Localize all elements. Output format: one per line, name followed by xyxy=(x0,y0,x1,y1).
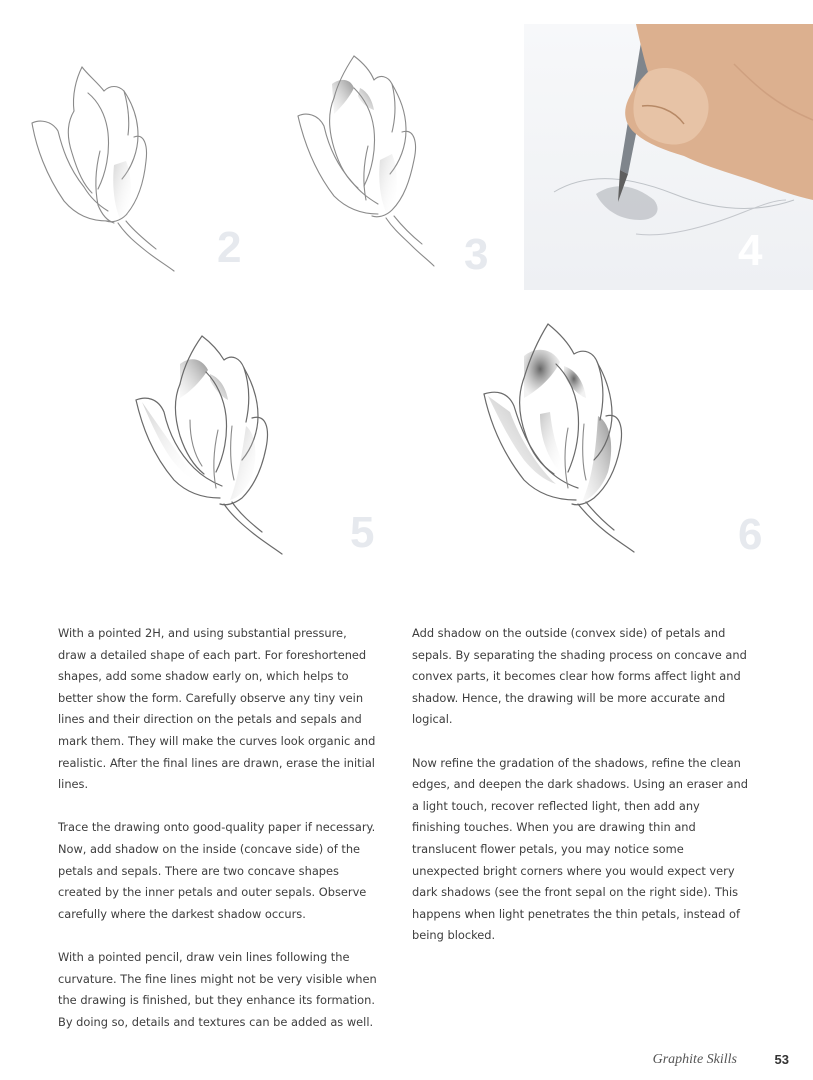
paragraph-step-4: With a pointed pencil, draw vein lines following the curvature. The fine lines might not be very visible when the drawing is finished, but they enhance its formation. By doing so, details and textures can be added as well. xyxy=(58,949,377,1029)
running-footer-title: Graphite Skills xyxy=(652,1052,737,1067)
tulip-vein-lines-drawing xyxy=(128,330,388,560)
step-number: 3 xyxy=(464,230,488,279)
step-number: 5 xyxy=(350,508,374,557)
tulip-sketch-step-5 xyxy=(128,330,388,560)
paragraph-step-5: Add shadow on the outside (convex side) of petals and sepals. By separating the shading process on concave and convex parts, it becomes clear how forms affect light and shadow. Hence, the drawing will be more accurate and logical. xyxy=(412,626,747,727)
instructions-right-column xyxy=(412,623,748,969)
tulip-sketch-step-2 xyxy=(28,55,258,285)
step-number: 2 xyxy=(217,223,241,272)
photo-hand-drawing-step-4 xyxy=(524,24,813,290)
tulip-sketch-step-3 xyxy=(292,48,522,283)
instructions-left-column xyxy=(58,623,378,1055)
paragraph-step-2: With a pointed 2H, and using substantial pressure, draw a detailed shape of each part. For foreshortened shapes, add some shadow early on, which helps to better show the form. Carefully observe any tiny vein lines and their direction on the petals and sepals and mark them. They will make the curves look organic and realistic. After the final lines are drawn, erase the initial lines. xyxy=(58,626,376,792)
step-number: 4 xyxy=(738,226,762,275)
tulip-sketch-step-6 xyxy=(480,320,790,560)
step-number: 6 xyxy=(738,510,762,559)
tulip-concave-shading-drawing xyxy=(292,48,522,283)
paragraph-step-6: Now refine the gradation of the shadows, refine the clean edges, and deepen the dark shadows. Using an eraser and a light touch, recover reflected light, then add any finishing touches. When you are drawing thin and translucent flower petals, you may notice some unexpected bright corners where you would expect very dark shadows (see the front sepal on the right side). This happens when light penetrates the thin petals, instead of being blocked. xyxy=(412,755,748,943)
page-number: 53 xyxy=(774,1052,789,1067)
paragraph-step-3: Trace the drawing onto good-quality paper if necessary. Now, add shadow on the inside (concave side) of the petals and sepals. There are two concave shapes created by the inner petals and outer sepals. Observe carefully where the darkest shadow occurs. xyxy=(58,820,376,921)
hand-with-pencil-illustration xyxy=(524,24,813,290)
